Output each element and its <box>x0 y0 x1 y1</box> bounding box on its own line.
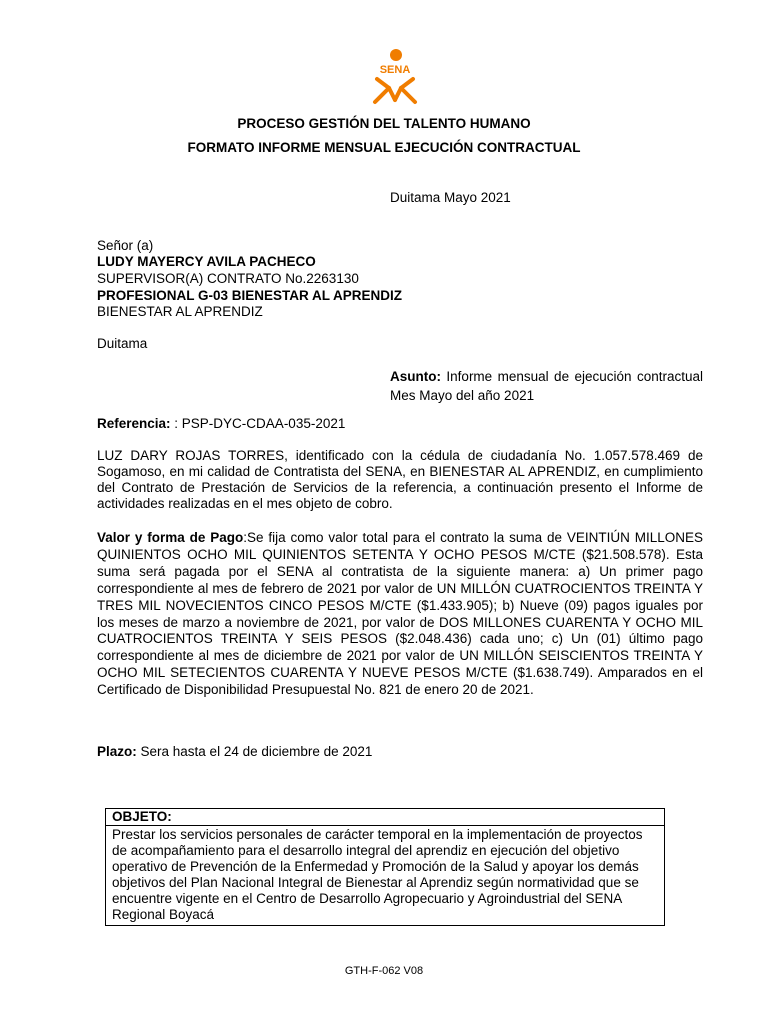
footer-code: GTH-F-062 V08 <box>344 965 424 977</box>
recipient-area: BIENESTAR AL APRENDIZ <box>97 304 263 319</box>
place-date: Duitama Mayo 2021 <box>390 190 511 205</box>
reference-line <box>97 416 345 432</box>
subject-paragraph <box>390 367 703 405</box>
subject-text: Informe mensual de ejecución contractual Mes Mayo del año 2021 <box>390 369 703 403</box>
recipient-role: SUPERVISOR(A) CONTRATO No.2263130 <box>97 271 359 286</box>
object-label: OBJETO: <box>106 809 665 826</box>
intro-paragraph: LUZ DARY ROJAS TORRES, identificado con la cédula de ciudadanía No. 1.057.578.469 de Sogamoso, en mi calidad de Contratista del SENA, en BIENESTAR AL APRENDIZ, en cumplimiento del Contrato de Prestación de Servicios de la referencia, a continuación presento el Informe de actividades realizadas en el mes objeto de cobro. <box>97 448 703 511</box>
process-title: PROCESO GESTIÓN DEL TALENTO HUMANO <box>237 116 531 131</box>
term-text: Sera hasta el 24 de diciembre de 2021 <box>136 744 373 759</box>
logo-text: SENA <box>379 64 411 76</box>
term-label: Plazo: <box>97 744 137 759</box>
object-header-row <box>106 809 665 826</box>
salutation: Señor (a) <box>97 238 154 253</box>
object-body-row <box>106 826 665 926</box>
payment-paragraph <box>97 530 703 699</box>
object-table <box>105 808 665 926</box>
format-title: FORMATO INFORME MENSUAL EJECUCIÓN CONTRACTUAL <box>187 140 581 155</box>
sena-logo <box>367 48 423 106</box>
recipient-name: LUDY MAYERCY AVILA PACHECO <box>97 254 316 269</box>
object-text: Prestar los servicios personales de carácter temporal en la implementación de proyectos de acompañamiento para el desarrollo integral del aprendiz en ejecución del objetivo operativo de Prevención de la Enfermedad y Promoción de la Salud y apoyar los demás objetivos del Plan Nacional Integral de Bienestar al Aprendiz según normatividad que se encuentre vigente en el Centro de Desarrollo Agropecuario y Agroindustrial del SENA Regional Boyacá <box>106 826 665 926</box>
payment-text: :Se fija como valor total para el contrato la suma de VEINTIÚN MILLONES QUINIENTOS OCHO MIL QUINIENTOS SETENTA Y OCHO PESOS M/CTE ($21.508.578). Esta suma será pagada por el SENA al contratista de la siguiente manera: a) Un primer pago correspondiente al mes de febrero de 2021 por valor de UN MILLÓN CUATROCIENTOS TREINTA Y TRES MIL NOVECIENTOS CINCO PESOS M/CTE ($1.433.905); b) Nueve (09) pagos iguales por los meses de marzo a noviembre de 2021, por valor de DOS MILLONES CUARENTA Y OCHO MIL CUATROCIENTOS TREINTA Y SEIS PESOS ($2.048.436) cada uno; c) Un (01) último pago correspondiente al mes de diciembre de 2021 por valor de UN MILLÓN SEISCIENTOS TREINTA Y OCHO MIL SETECIENTOS CUARENTA Y NUEVE PESOS M/CTE ($1.638.749). Amparados en el Certificado de Disponibilidad Presupuestal No. 821 de enero 20 de 2021. <box>97 530 704 698</box>
recipient-city: Duitama <box>97 336 148 351</box>
payment-label: Valor y forma de Pago <box>97 530 244 545</box>
reference-text: : PSP-DYC-CDAA-035-2021 <box>170 416 346 431</box>
recipient-position: PROFESIONAL G-03 BIENESTAR AL APRENDIZ <box>97 288 403 303</box>
reference-label: Referencia: <box>97 416 171 431</box>
subject-label: Asunto: <box>390 369 441 384</box>
term-line <box>97 744 372 760</box>
